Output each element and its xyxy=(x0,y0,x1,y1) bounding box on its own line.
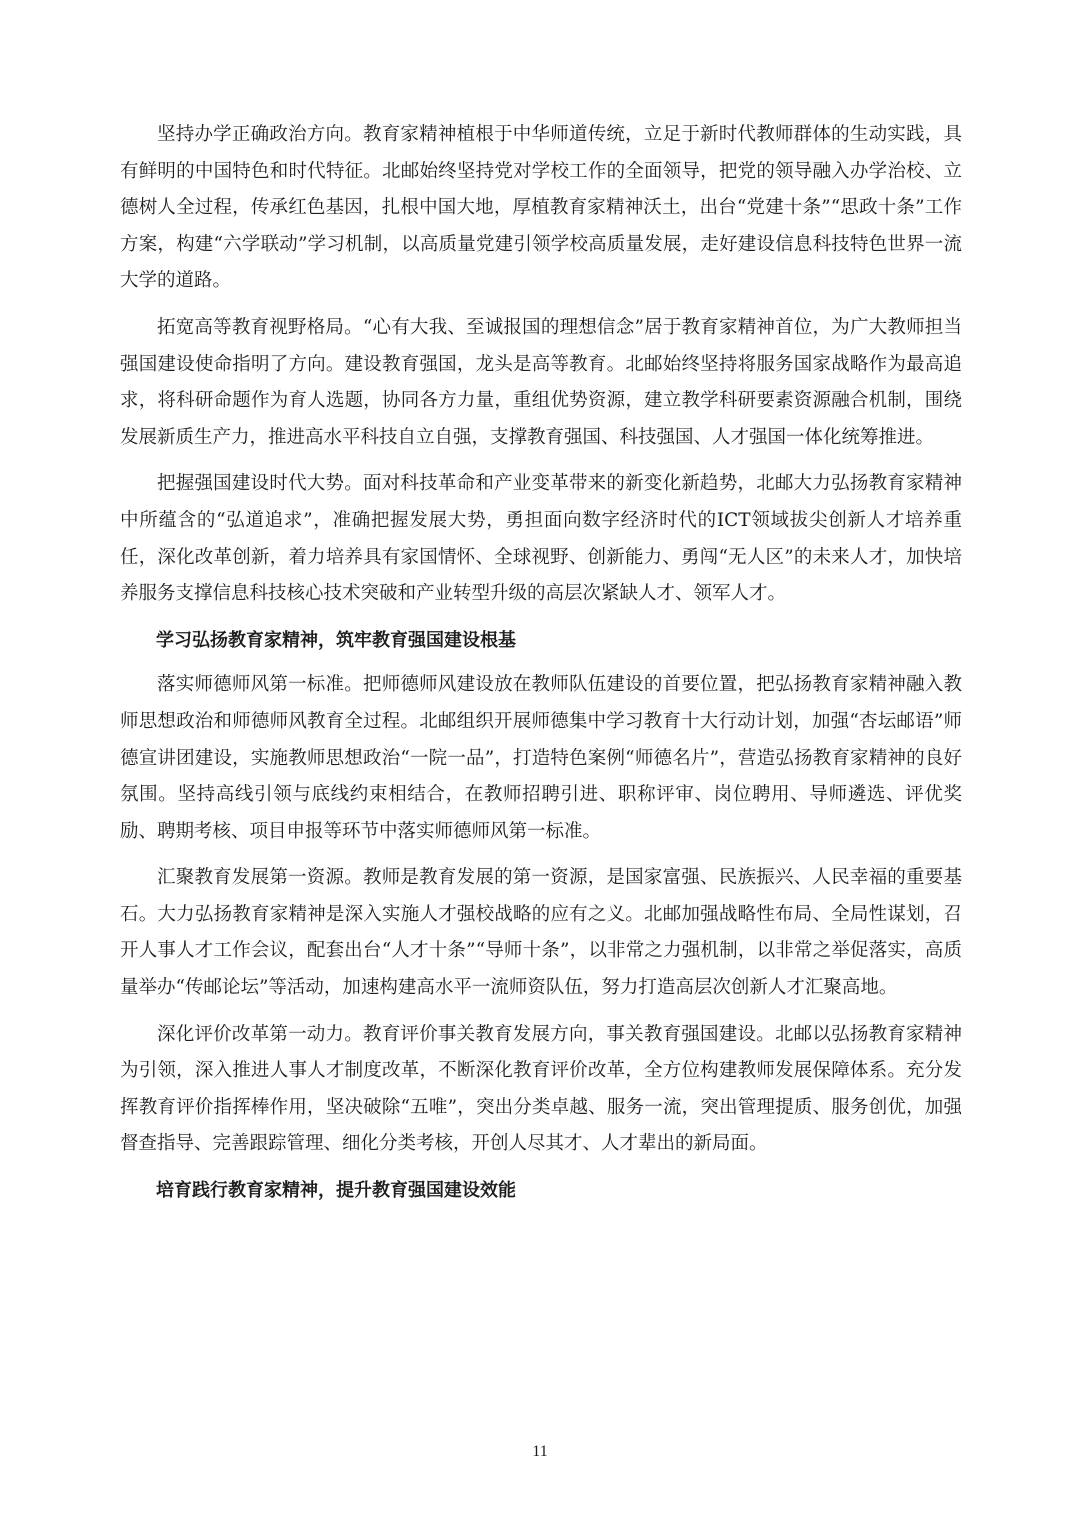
page-number: 11 xyxy=(532,1443,548,1460)
paragraph-era-trends: 把握强国建设时代大势。面对科技革命和产业变革带来的新变化新趋势，北邮大力弘扬教育家精神中所蕴含的“弘道追求”，准确把握发展大势，勇担面向数字经济时代的ICT领域拔尖创新人才培养重任，深化改革创新，着力培养具有家国情怀、全球视野、创新能力、勇闯“无人区”的未来人才，加快培养服务支撑信息科技核心技术突破和产业转型升级的高层次紧缺人才、领军人才。 xyxy=(120,473,962,605)
document-body xyxy=(120,117,962,1218)
paragraph-political-direction: 坚持办学正确政治方向。教育家精神植根于中华师道传统，立足于新时代教师群体的生动实践，具有鲜明的中国特色和时代特征。北邮始终坚持党对学校工作的全面领导，把党的领导融入办学治校、立德树人全过程，传承红色基因，扎根中国大地，厚植教育家精神沃土，出台“党建十条”“思政十条”工作方案，构建“六学联动”学习机制，以高质量党建引领学校高质量发展，走好建设信息科技特色世界一流大学的道路。 xyxy=(120,124,962,292)
section-heading-learn-spirit: 学习弘扬教育家精神，筑牢教育强国建设根基 xyxy=(156,629,516,651)
section-heading-practice-spirit: 培育践行教育家精神，提升教育强国建设效能 xyxy=(156,1180,516,1202)
paragraph-higher-education-vision: 拓宽高等教育视野格局。“心有大我、至诚报国的理想信念”居于教育家精神首位，为广大教师担当强国建设使命指明了方向。建设教育强国，龙头是高等教育。北邮始终坚持将服务国家战略作为最高追求，将科研命题作为育人选题，协同各方力量，重组优势资源，建立教学科研要素资源融合机制，围绕发展新质生产力，推进高水平科技自立自强，支撑教育强国、科技强国、人才强国一体化统筹推进。 xyxy=(120,316,962,448)
paragraph-first-resource: 汇聚教育发展第一资源。教师是教育发展的第一资源，是国家富强、民族振兴、人民幸福的重要基石。大力弘扬教育家精神是深入实施人才强校战略的应有之义。北邮加强战略性布局、全局性谋划，召开人事人才工作会议，配套出台“人才十条”“导师十条”，以非常之力强机制，以非常之举促落实，高质量举办“传邮论坛”等活动，加速构建高水平一流师资队伍，努力打造高层次创新人才汇聚高地。 xyxy=(120,867,962,999)
paragraph-evaluation-reform: 深化评价改革第一动力。教育评价事关教育发展方向，事关教育强国建设。北邮以弘扬教育家精神为引领，深入推进人事人才制度改革，不断深化教育评价改革，全方位构建教师发展保障体系。充分发挥教育评价指挥棒作用，坚决破除“五唯”，突出分类卓越、服务一流，突出管理提质、服务创优，加强督查指导、完善跟踪管理、细化分类考核，开创人尽其才、人才辈出的新局面。 xyxy=(120,1023,962,1155)
paragraph-teacher-ethics: 落实师德师风第一标准。把师德师风建设放在教师队伍建设的首要位置，把弘扬教育家精神融入教师思想政治和师德师风教育全过程。北邮组织开展师德集中学习教育十大行动计划，加强“杏坛邮语”师德宣讲团建设，实施教师思想政治“一院一品”，打造特色案例“师德名片”，营造弘扬教育家精神的良好氛围。坚持高线引领与底线约束相结合，在教师招聘引进、职称评审、岗位聘用、导师遴选、评优奖励、聘期考核、项目申报等环节中落实师德师风第一标准。 xyxy=(120,674,962,842)
